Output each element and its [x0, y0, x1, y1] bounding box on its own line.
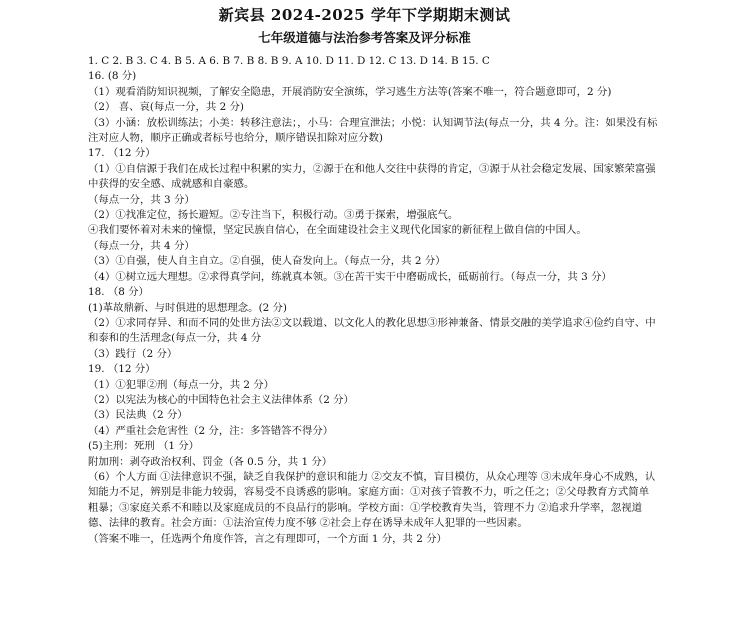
- answer-content: [0, 54, 729, 547]
- q17-heading: 17. （12 分）: [88, 147, 156, 160]
- q19-part1: （1）①犯罪②刑（每点一分，共 2 分）: [88, 378, 275, 391]
- q19-part5-additional: 附加刑：剥夺政治权利、罚金（各 0.5 分，共 1 分）: [88, 455, 333, 468]
- q19-part3: （3）民法典（2 分）: [88, 409, 188, 422]
- q17-part4: （4）①树立远大理想。②求得真学问，练就真本领。③在苦干实干中磨砺成长，砥砺前行。（每点一分，共 3 分）: [88, 270, 612, 283]
- q19-part6: （6）个人方面 ①法律意识不强，缺乏自我保护的意识和能力 ②交友不慎，盲目模仿，从众心理等 ③未成年身心不成熟，认知能力不足，辨别是非能力较弱，容易受不良诱惑的影响。家庭方面：①对孩子管教不力，听之任之；②父母教育方式简单粗暴；③家庭关系不和睦以及家庭成员的不良品行的影响。学校方面：①学校教育失当，管理不力 ②追求升学率，忽视道德、法律的教育。社会方面：①法治宣传力度不够 ②社会上存在诱导未成年人犯罪的一些因素。: [88, 470, 656, 530]
- q19-part4: （4）严重社会危害性（2 分，注：多答错答不得分）: [88, 424, 334, 437]
- page-title: 新宾县 2024-2025 学年下学期期末测试: [218, 6, 511, 24]
- q18-part1: (1)革故鼎新、与时俱进的思想理念。(2 分): [88, 301, 287, 314]
- q19-part5-main: (5)主刑：死刑 （1 分）: [88, 440, 200, 453]
- q18-heading: 18. （8 分）: [88, 286, 149, 299]
- q16-heading: 16. (8 分): [88, 70, 137, 83]
- q19-part2: （2）以宪法为核心的中国特色社会主义法律体系（2 分）: [88, 393, 354, 406]
- q19-part6-note: （答案不唯一，任选两个角度作答，言之有理即可，一个方面 1 分，共 2 分）: [88, 532, 447, 545]
- q17-part2-score: （每点一分，共 4 分）: [88, 239, 195, 252]
- q18-part2: （2）①求同存异、和而不同的处世方法②文以载道、以文化人的教化思想③形神兼备、情景交融的美学追求④俭约自守、中和泰和的生活理念(每点一分，共 4 分: [88, 316, 656, 345]
- page-subtitle: 七年级道德与法治参考答案及评分标准: [258, 30, 471, 45]
- q18-part3: （3）践行（2 分）: [88, 347, 178, 360]
- q17-part2-cont: ④我们要怀着对未来的憧憬，坚定民族自信心，在全面建设社会主义现代化国家的新征程上做自信的中国人。: [88, 224, 587, 237]
- q19-heading: 19. （12 分）: [88, 363, 156, 376]
- mc-answers: 1. C 2. B 3. C 4. B 5. A 6. B 7. B 8. B 9. A 10. D 11. D 12. C 13. D 14. B 15. C: [88, 55, 490, 67]
- q16-part2: （2） 喜、哀(每点一分，共 2 分): [88, 101, 244, 114]
- q17-part2: （2）①找准定位，扬长避短。②专注当下，积极行动。③勇于探索，增强底气。: [88, 209, 459, 222]
- q17-part3: （3）①自强，使人自主自立。②自强，使人奋发向上。（每点一分，共 2 分）: [88, 255, 446, 268]
- q17-part1: （1）①自信源于我们在成长过程中积累的实力，②源于在和他人交往中获得的肯定，③源于从社会稳定发展、国家繁荣富强中获得的安全感、成就感和自豪感。: [88, 162, 656, 191]
- q17-part1-score: （每点一分，共 3 分）: [88, 193, 195, 206]
- q16-part3: （3）小涵：放松训练法；小美：转移注意法；，小马：合理宣泄法；小悦：认知调节法(每点一分，共 4 分。注：如果没有标注对应人物，顺序正确或者标号也给分，顺序错误扣除对应分数): [88, 116, 658, 145]
- q16-part1: （1）观看消防知识视频，了解安全隐患，开展消防安全演练，学习逃生方法等(答案不唯一，符合题意即可，2 分): [88, 85, 612, 98]
